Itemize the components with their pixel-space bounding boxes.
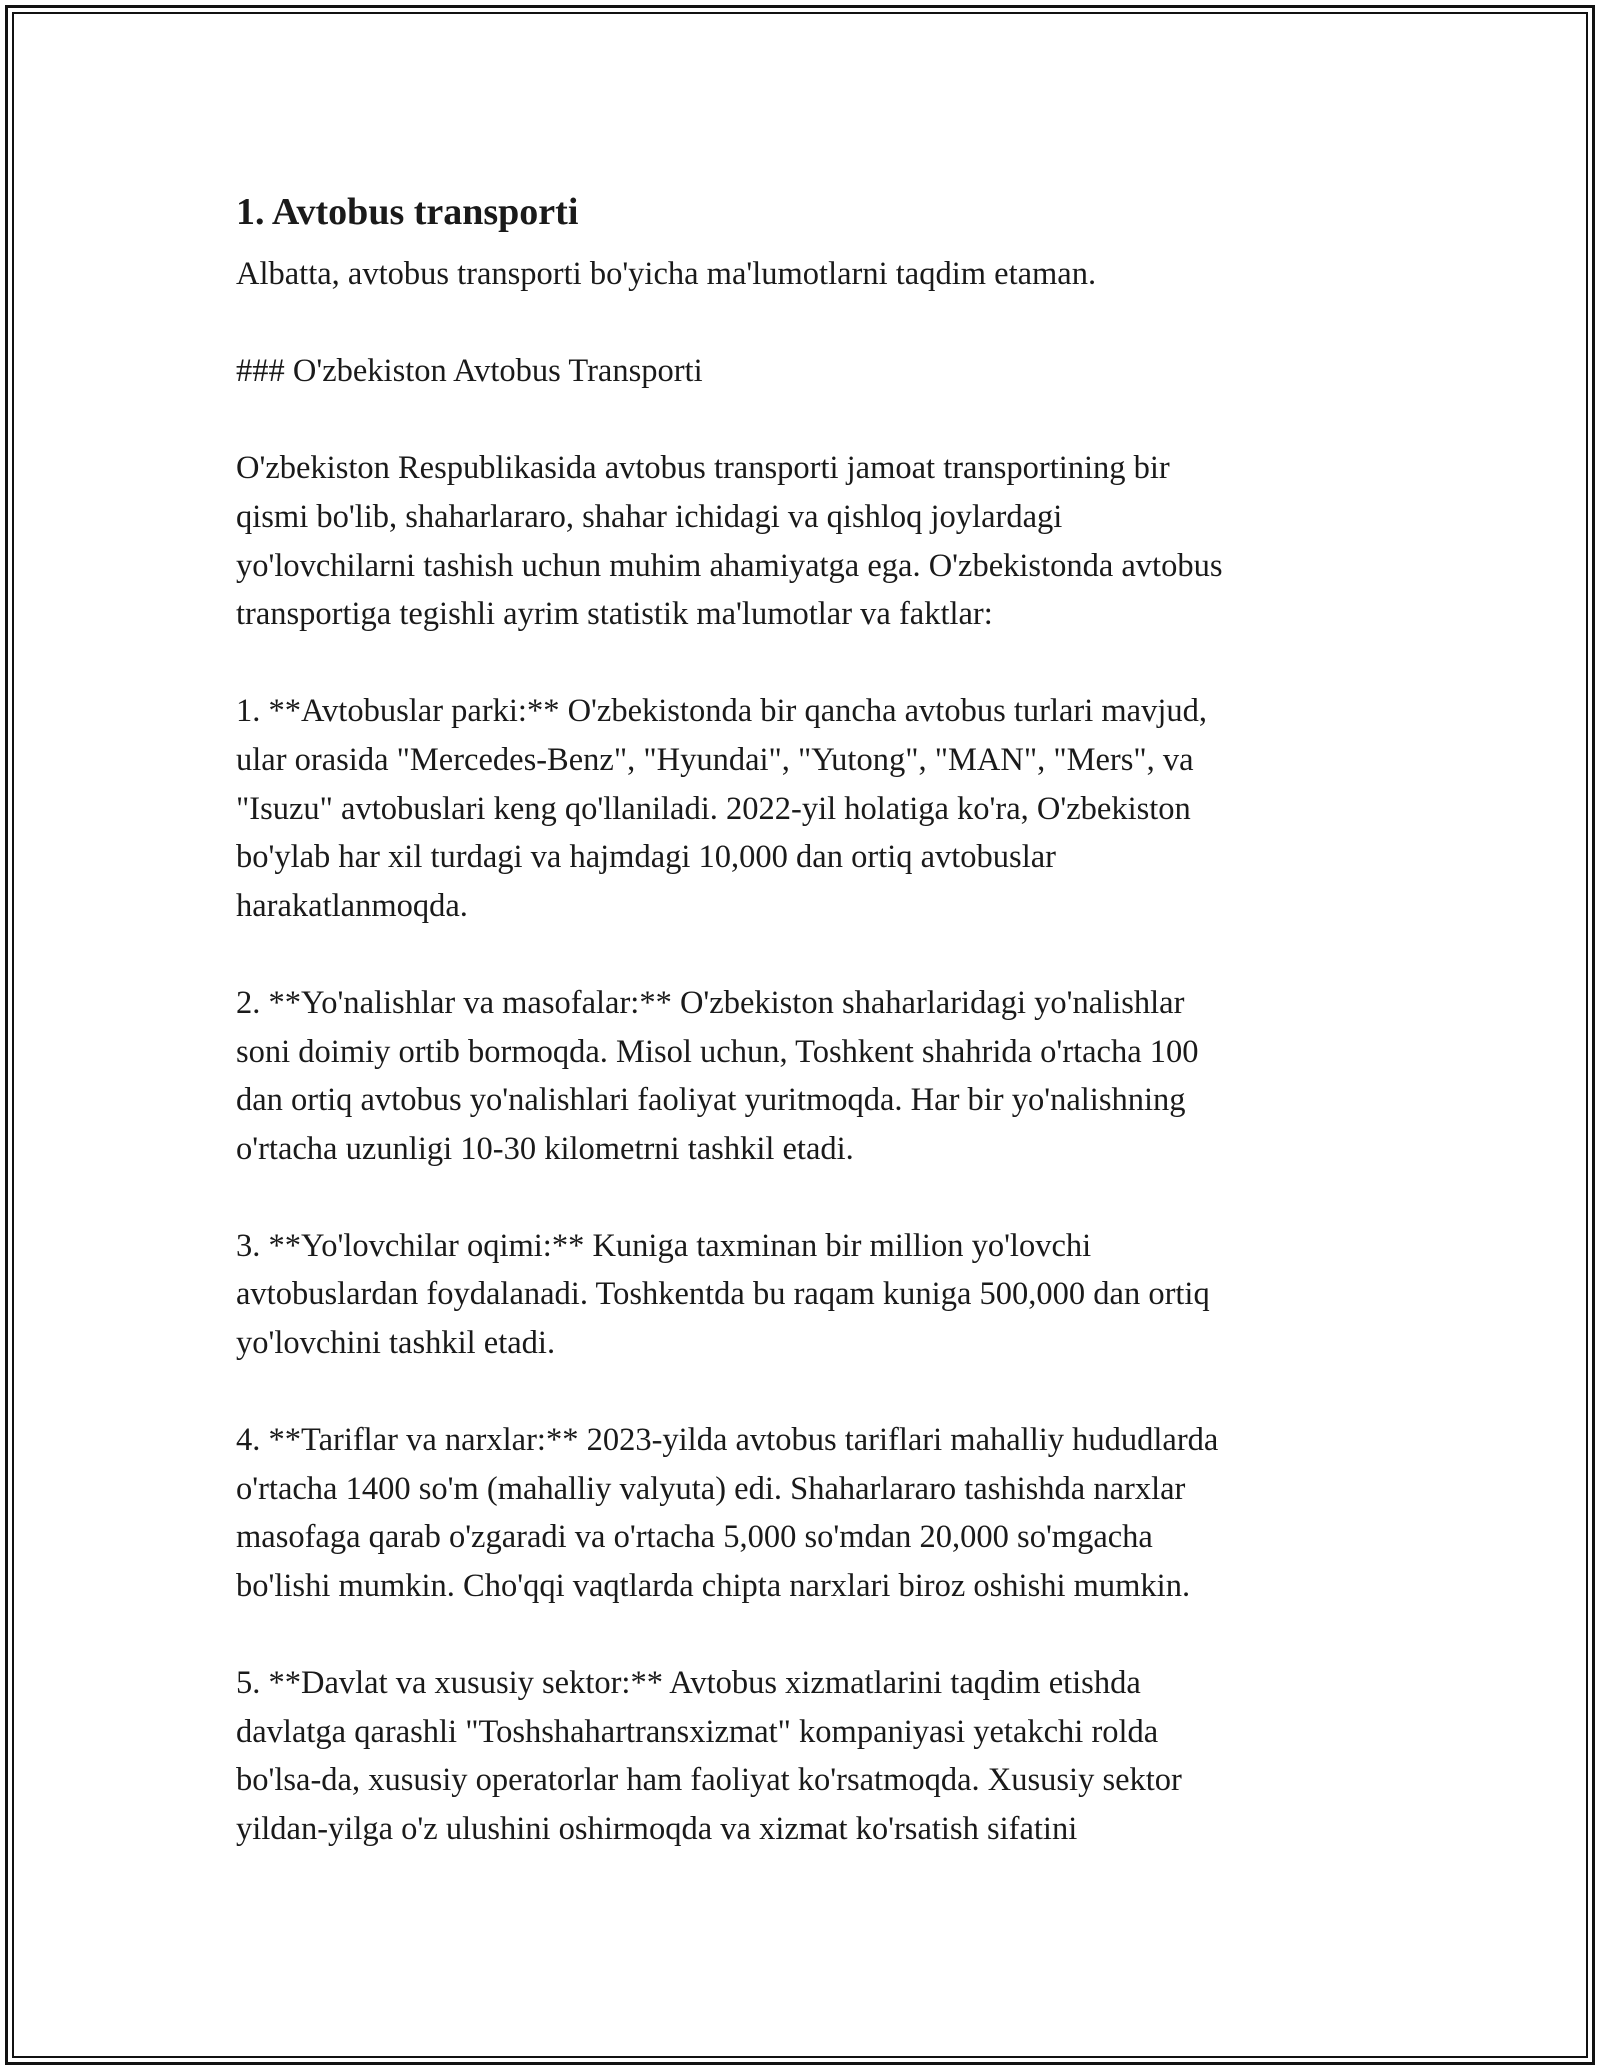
list-item-bus-fleet: 1. **Avtobuslar parki:** O'zbekistonda bir qancha avtobus turlari mavjud, ular orasida "Mercedes-Benz", "Hyundai", "Yutong", "MAN", "Mers", va "Isuzu" avtobuslari keng qo'llaniladi. 2022-yil holatiga ko'ra, O'zbekiston bo'ylab har xil turdagi va hajmdagi 10,000 dan ortiq avtobuslar harakatlanmoqda. (236, 693, 1208, 924)
overview-paragraph: O'zbekiston Respublikasida avtobus transporti jamoat transportining bir qismi bo'lib, shaharlararo, shahar ichidagi va qishloq joylardagi yo'lovchilarni tashish uchun muhim ahamiyatga ega. O'zbekistonda avtobus transportiga tegishli ayrim statistik ma'lumotlar va faktlar: (236, 450, 1223, 633)
list-item-passenger-flow: 3. **Yo'lovchilar oqimi:** Kuniga taxminan bir million yo'lovchi avtobuslardan foydalanadi. Toshkentda bu raqam kuniga 500,000 dan ortiq yo'lovchini tashkil etadi. (236, 1227, 1210, 1362)
list-item-public-private-sector: 5. **Davlat va xususiy sektor:** Avtobus xizmatlarini taqdim etishda davlatga qarashli "Toshshahartransxizmat" kompaniyasi yetakchi rolda bo'lsa-da, xususiy operatorlar ham faoliyat ko'rsatmoqda. Xususiy sektor yildan-yilga o'z ulushini oshirmoqda va xizmat ko'rsatish sifatini (236, 1665, 1182, 1847)
document-body (236, 186, 1366, 1854)
list-item-routes: 2. **Yo'nalishlar va masofalar:** O'zbekiston shaharlaridagi yo'nalishlar soni doimiy ortib bormoqda. Misol uchun, Toshkent shahrida o'rtacha 100 dan ortiq avtobus yo'nalishlari faoliyat yuritmoqda. Har bir yo'nalishning o'rtacha uzunligi 10-30 kilometrni tashkil etadi. (236, 984, 1199, 1167)
document-title: 1. Avtobus transporti (236, 191, 579, 233)
list-item-tariffs: 4. **Tariflar va narxlar:** 2023-yilda avtobus tariflari mahalliy hududlarda o'rtacha 1400 so'm (mahalliy valyuta) edi. Shaharlararo tashishda narxlar masofaga qarab o'zgaradi va o'rtacha 5,000 so'mdan 20,000 so'mgacha bo'lishi mumkin. Cho'qqi vaqtlarda chipta narxlari biroz oshishi mumkin. (236, 1422, 1219, 1605)
section-heading-text: ### O'zbekiston Avtobus Transporti (236, 353, 703, 390)
intro-paragraph: Albatta, avtobus transporti bo'yicha ma'lumotlarni taqdim etaman. (236, 256, 1097, 292)
